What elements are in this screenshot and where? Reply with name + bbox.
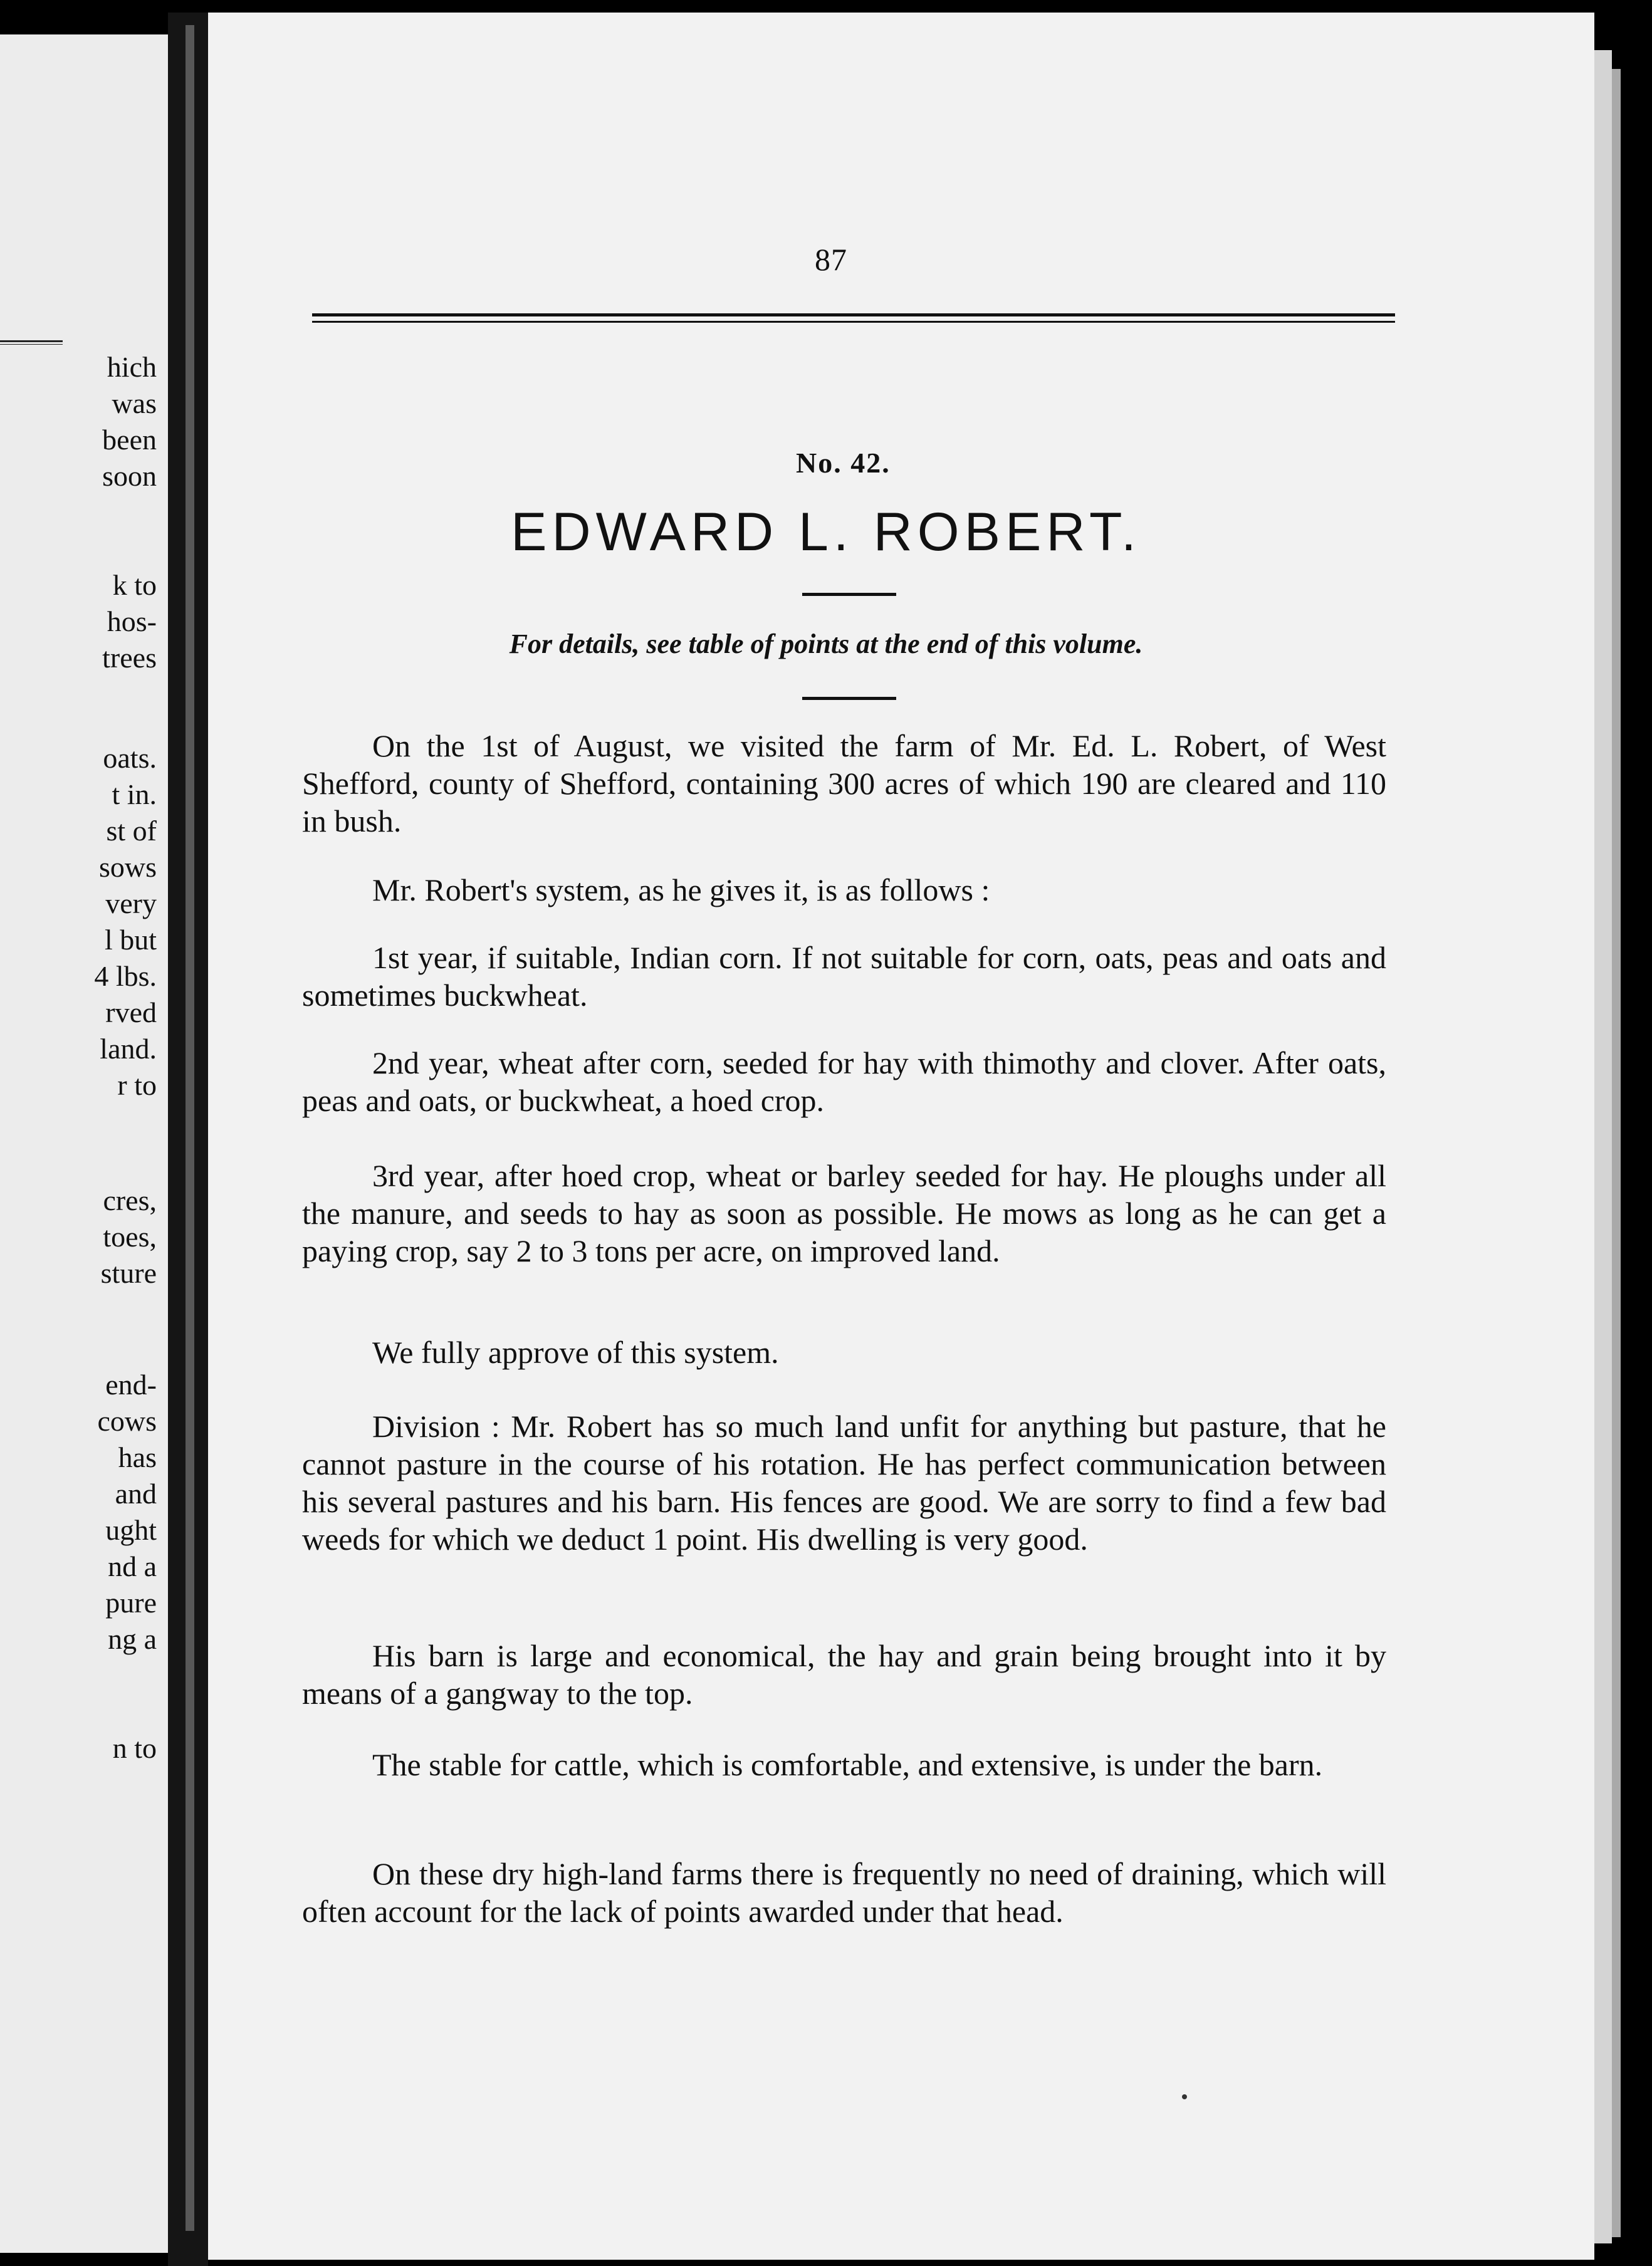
left-page-fragment: ng a (108, 1623, 157, 1655)
left-page-fragment: land. (100, 1033, 157, 1065)
paragraph-first-year: 1st year, if suitable, Indian corn. If not suitable for corn, oats, peas and oats and sometimes buckwheat. (302, 940, 1386, 1013)
left-page-fragment: rved (105, 996, 157, 1028)
page-edge-shadow (1612, 69, 1621, 2237)
left-page-rule (0, 340, 63, 345)
left-page-fragment: been (102, 424, 157, 456)
left-page-fragment: st of (106, 815, 157, 847)
left-page-fragment: soon (102, 460, 157, 492)
entry-number: No. 42. (796, 447, 891, 479)
left-page-fragment: cres, (103, 1184, 157, 1216)
left-page-fragment: ught (105, 1514, 157, 1546)
paragraph-stable: The stable for cattle, which is comfortable, and extensive, is under the barn. (372, 1747, 1323, 1782)
left-facing-page (0, 34, 168, 2253)
paragraph-approval: We fully approve of this system. (372, 1335, 779, 1370)
entry-subtitle: For details, see table of points at the end of this volume. (509, 629, 1143, 659)
left-page-fragment: trees (102, 642, 157, 674)
left-page-fragment: end- (105, 1369, 157, 1401)
paragraph-third-year: 3rd year, after hoed crop, wheat or barley seeded for hay. He ploughs under all the manure, and seeds to hay as soon as possible. He mows as long as he can get a paying crop, say 2 to 3 tons per acre, on improved land. (302, 1158, 1386, 1268)
left-page-fragment: hich (107, 351, 157, 383)
subtitle-rule (802, 697, 896, 700)
page-number: 87 (815, 242, 847, 277)
paragraph-division: Division : Mr. Robert has so much land unfit for anything but pasture, that he cannot pasture in the course of his rotation. He has perfect communication between his several pastures and his barn. His fences are good. We are sorry to find a few bad weeds for which we deduct 1 point. His dwelling is very good. (302, 1409, 1386, 1557)
left-page-fragment: pure (105, 1587, 157, 1619)
left-page-fragment: sture (100, 1257, 157, 1289)
left-page-fragment: n to (112, 1732, 157, 1764)
page-edge (1594, 50, 1612, 2243)
header-double-rule (312, 313, 1395, 323)
entry-title: EDWARD L. ROBERT. (511, 502, 1141, 562)
left-page-fragment: 4 lbs. (94, 960, 157, 992)
paragraph-draining: On these dry high-land farms there is frequently no need of draining, which will often account for the lack of points awarded under that head. (302, 1856, 1386, 1929)
left-page-fragment: t in. (112, 778, 157, 810)
left-page-fragment: toes, (103, 1221, 157, 1253)
left-page-fragment: r to (117, 1069, 157, 1101)
left-page-fragment: cows (97, 1405, 157, 1437)
left-page-fragment: k to (112, 569, 157, 601)
left-page-fragment: and (115, 1478, 157, 1510)
title-rule (802, 593, 896, 596)
paragraph-visit: On the 1st of August, we visited the farm of Mr. Ed. L. Robert, of West Shefford, county of Shefford, containing 300 acres of which 190 are cleared and 110 in bush. (302, 728, 1386, 838)
paragraph-system: Mr. Robert's system, as he gives it, is as follows : (372, 872, 990, 907)
paragraph-barn: His barn is large and economical, the hay and grain being brought into it by means of a gangway to the top. (302, 1638, 1386, 1711)
left-page-fragment: oats. (103, 742, 157, 774)
left-page-fragment: very (105, 887, 157, 919)
gutter-highlight (186, 25, 194, 2231)
left-page-fragment: has (118, 1441, 157, 1473)
left-page-fragment: was (112, 387, 157, 419)
paragraph-second-year: 2nd year, wheat after corn, seeded for hay with thimothy and clover. After oats, peas and oats, or buckwheat, a hoed crop. (302, 1045, 1386, 1118)
left-page-fragment: nd a (108, 1550, 157, 1582)
paper-speck (1182, 2094, 1187, 2099)
left-page-fragment: hos- (107, 605, 157, 637)
left-page-fragment: sows (98, 851, 157, 883)
left-page-fragment: l but (104, 924, 157, 956)
